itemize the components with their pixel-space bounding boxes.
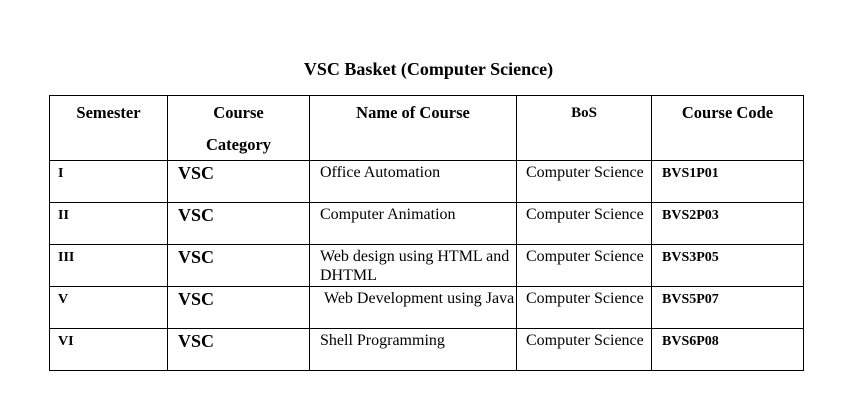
course-name-cell: Computer Animation: [310, 203, 517, 245]
course-name-cell: Web Development using Java: [310, 287, 517, 329]
semester-cell: II: [50, 203, 168, 245]
bos-cell: Computer Science: [517, 329, 652, 371]
table-row: [50, 329, 804, 371]
bos-cell: Computer Science: [517, 203, 652, 245]
table-row: [50, 161, 804, 203]
table-row: [50, 245, 804, 287]
table-row: [50, 203, 804, 245]
course-code-cell: BVS1P01: [652, 161, 804, 203]
category-cell: VSC: [168, 287, 310, 329]
semester-cell: I: [50, 161, 168, 203]
header-row: [50, 96, 804, 161]
course-code-cell: BVS5P07: [652, 287, 804, 329]
course-code-cell: BVS3P05: [652, 245, 804, 287]
category-cell: VSC: [168, 245, 310, 287]
semester-cell: III: [50, 245, 168, 287]
course-name-cell: Web design using HTML and DHTML: [310, 245, 517, 287]
course-table: [49, 95, 804, 371]
course-name-cell: Office Automation: [310, 161, 517, 203]
header-course-code: Course Code: [652, 96, 804, 161]
header-semester: Semester: [50, 96, 168, 161]
bos-cell: Computer Science: [517, 245, 652, 287]
category-cell: VSC: [168, 203, 310, 245]
course-code-cell: BVS2P03: [652, 203, 804, 245]
page-title: VSC Basket (Computer Science): [303, 59, 554, 79]
semester-cell: V: [50, 287, 168, 329]
bos-cell: Computer Science: [517, 287, 652, 329]
bos-cell: Computer Science: [517, 161, 652, 203]
category-cell: VSC: [168, 161, 310, 203]
header-bos: BoS: [517, 96, 652, 161]
table-row: [50, 287, 804, 329]
category-cell: VSC: [168, 329, 310, 371]
header-name-of-course: Name of Course: [310, 96, 517, 161]
header-course-category: Course Category: [168, 96, 310, 161]
course-name-cell: Shell Programming: [310, 329, 517, 371]
course-code-cell: BVS6P08: [652, 329, 804, 371]
semester-cell: VI: [50, 329, 168, 371]
